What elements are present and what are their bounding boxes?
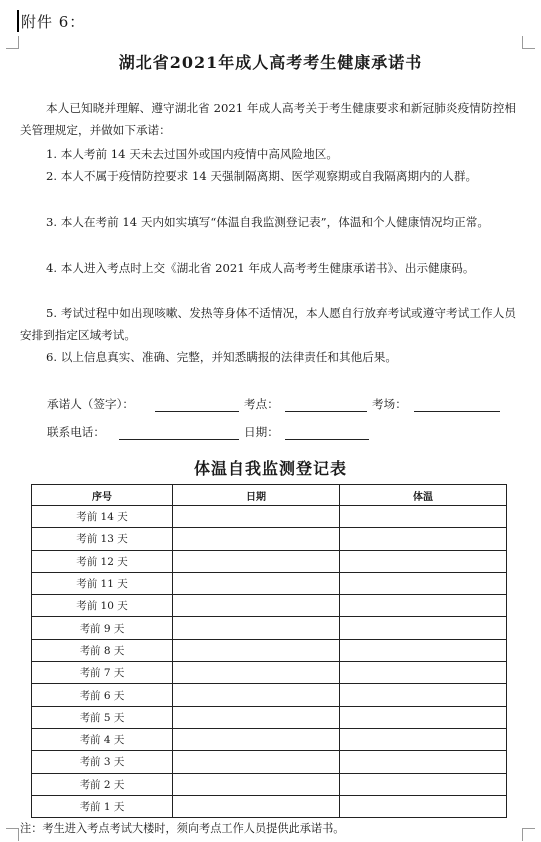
temperature-cell[interactable] [340, 572, 507, 594]
crop-mark-top-right [522, 36, 535, 49]
date-cell[interactable] [173, 617, 340, 639]
header-serial: 序号 [32, 485, 173, 506]
row-label: 考前 11 天 [32, 572, 173, 594]
temperature-cell[interactable] [340, 506, 507, 528]
exam-site-label: 考点： [244, 397, 279, 411]
table-header-row [32, 485, 507, 506]
table-row [32, 550, 507, 572]
exam-room-line[interactable] [414, 411, 500, 412]
table-row [32, 595, 507, 617]
date-cell[interactable] [173, 662, 340, 684]
document-title: 湖北省2021年成人高考考生健康承诺书 [118, 53, 423, 72]
date-cell[interactable] [173, 773, 340, 795]
table-row [32, 684, 507, 706]
crop-mark-top-left [6, 36, 19, 49]
date-cell[interactable] [173, 751, 340, 773]
table-row [32, 751, 507, 773]
date-line[interactable] [285, 439, 369, 440]
date-cell[interactable] [173, 795, 340, 817]
row-label: 考前 7 天 [32, 662, 173, 684]
table-row [32, 617, 507, 639]
crop-mark-bottom-right [522, 828, 535, 841]
signature-row-1 [0, 396, 541, 416]
footer-note: 注：考生进入考点考试大楼时，须向考点工作人员提供此承诺书。 [20, 822, 345, 835]
temperature-cell[interactable] [340, 662, 507, 684]
row-label: 考前 12 天 [32, 550, 173, 572]
row-label: 考前 13 天 [32, 528, 173, 550]
row-label: 考前 3 天 [32, 751, 173, 773]
row-label: 考前 5 天 [32, 706, 173, 728]
table-row [32, 662, 507, 684]
date-cell[interactable] [173, 728, 340, 750]
table-row [32, 639, 507, 661]
pledge-item-3: 3. 本人在考前 14 天内如实填写“体温自我监测登记表”，体温和个人健康情况均正常。 [46, 215, 489, 229]
signature-row-2 [0, 424, 541, 444]
table-row [32, 728, 507, 750]
phone-label: 联系电话： [47, 425, 105, 439]
date-cell[interactable] [173, 550, 340, 572]
crop-mark-bottom-left [6, 828, 19, 841]
text-cursor [17, 10, 19, 32]
table-title: 体温自我监测登记表 [193, 459, 347, 478]
pledge-item-4: 4. 本人进入考点时上交《湖北省 2021 年成人高考考生健康承诺书》、出示健康码。 [46, 261, 475, 275]
date-cell[interactable] [173, 639, 340, 661]
temperature-cell[interactable] [340, 595, 507, 617]
temperature-cell[interactable] [340, 773, 507, 795]
exam-site-line[interactable] [285, 411, 367, 412]
row-label: 考前 10 天 [32, 595, 173, 617]
promisor-signature-line[interactable] [155, 411, 239, 412]
table-row [32, 706, 507, 728]
date-label: 日期： [244, 425, 279, 439]
temperature-cell[interactable] [340, 684, 507, 706]
temperature-cell[interactable] [340, 550, 507, 572]
row-label: 考前 6 天 [32, 684, 173, 706]
exam-room-label: 考场： [372, 397, 407, 411]
temperature-cell[interactable] [340, 728, 507, 750]
promisor-label: 承诺人（签字）： [47, 397, 134, 411]
phone-line[interactable] [119, 439, 239, 440]
table-row [32, 572, 507, 594]
pledge-item-5: 5. 考试过程中如出现咳嗽、发热等身体不适情况，本人愿自行放弃考试或遵守考试工作人员安排到指定区域考试。 [20, 306, 516, 342]
intro-paragraph: 本人已知晓并理解、遵守湖北省 2021 年成人高考关于考生健康要求和新冠肺炎疫情防控相关管理规定，并做如下承诺： [20, 101, 516, 137]
table-row [32, 528, 507, 550]
date-cell[interactable] [173, 506, 340, 528]
table-row [32, 506, 507, 528]
date-cell[interactable] [173, 572, 340, 594]
pledge-item-1: 1. 本人考前 14 天未去过国外或国内疫情中高风险地区。 [46, 147, 338, 161]
header-date: 日期 [173, 485, 340, 506]
pledge-item-6: 6. 以上信息真实、准确、完整，并知悉瞒报的法律责任和其他后果。 [46, 350, 397, 364]
date-cell[interactable] [173, 706, 340, 728]
row-label: 考前 9 天 [32, 617, 173, 639]
row-label: 考前 2 天 [32, 773, 173, 795]
temperature-cell[interactable] [340, 528, 507, 550]
temperature-log-table [31, 484, 507, 818]
temperature-cell[interactable] [340, 639, 507, 661]
temperature-cell[interactable] [340, 795, 507, 817]
date-cell[interactable] [173, 528, 340, 550]
date-cell[interactable] [173, 684, 340, 706]
temperature-cell[interactable] [340, 706, 507, 728]
temperature-cell[interactable] [340, 751, 507, 773]
row-label: 考前 4 天 [32, 728, 173, 750]
table-row [32, 773, 507, 795]
pledge-item-2: 2. 本人不属于疫情防控要求 14 天强制隔离期、医学观察期或自我隔离期内的人群。 [46, 169, 478, 183]
date-cell[interactable] [173, 595, 340, 617]
row-label: 考前 8 天 [32, 639, 173, 661]
header-temperature: 体温 [340, 485, 507, 506]
row-label: 考前 1 天 [32, 795, 173, 817]
table-row [32, 795, 507, 817]
attachment-label: 附件 6： [21, 13, 86, 31]
temperature-cell[interactable] [340, 617, 507, 639]
row-label: 考前 14 天 [32, 506, 173, 528]
